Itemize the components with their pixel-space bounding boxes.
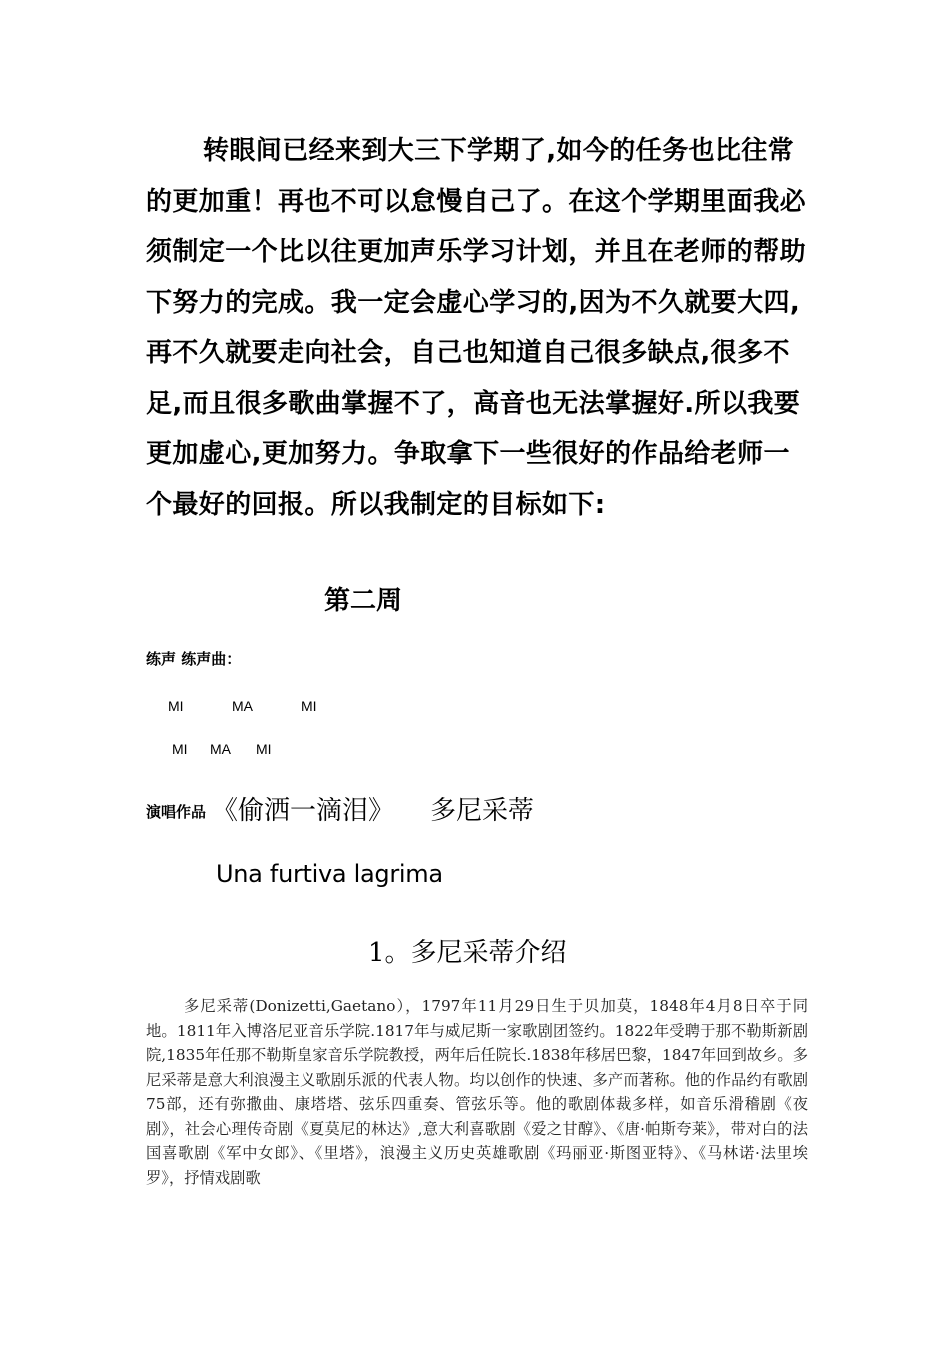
- work-label: 演唱作品: [146, 803, 207, 821]
- week-title: 第二周: [324, 586, 403, 616]
- work-original-title: Una furtiva lagrima: [216, 860, 443, 888]
- vocalize-syllable: MA: [210, 741, 231, 757]
- vocalize-syllable: MI: [168, 698, 184, 714]
- section-heading: 1。多尼采蒂介绍: [368, 938, 567, 968]
- vocalize-syllable: MA: [232, 698, 253, 714]
- intro-paragraph: 转眼间已经来到大三下学期了,如今的任务也比往常的更加重！再也不可以怠慢自己了。在这个学期里面我必须制定一个比以往更加声乐学习计划，并且在老师的帮助下努力的完成。我一定会虚心学习的,因为不久就要大四,再不久就要走向社会，自己也知道自己很多缺点,很多不足,而且很多歌曲掌握不了，高音也无法掌握好.所以我要更加虚心,更加努力。争取拿下一些很好的作品给老师一个最好的回报。所以我制定的目标如下:: [146, 136, 807, 520]
- vocalize-syllable: MI: [301, 698, 317, 714]
- work-composer: 多尼采蒂: [430, 796, 535, 826]
- work-title: 《偷洒一滴泪》: [212, 796, 395, 826]
- composer-bio: 多尼采蒂(Donizetti,Gaetano），1797年11月29日生于贝加莫，1848年4月8日卒于同地。1811年入博洛尼亚音乐学院.1817年与威尼斯一家歌剧团签约。1822年受聘于那不勒斯新剧院,1835年任那不勒斯皇家音乐学院教授，两年后任院长.1838年移居巴黎，1847年回到故乡。多尼采蒂是意大利浪漫主义歌剧乐派的代表人物。均以创作的快速、多产而著称。他的作品约有歌剧75部，还有弥撒曲、康塔塔、弦乐四重奏、管弦乐等。他的歌剧体裁多样，如音乐滑稽剧《夜剧》，社会心理传奇剧《夏莫尼的林达》,意大利喜歌剧《爱之甘醇》、《唐·帕斯夸莱》，带对白的法国喜歌剧《军中女郎》、《里塔》，浪漫主义历史英雄歌剧《玛丽亚·斯图亚特》、《马林诺·法里埃罗》，抒情戏剧歌: [146, 997, 808, 1187]
- vocalize-syllable: MI: [256, 741, 272, 757]
- practice-label: 练声 练声曲：: [146, 650, 242, 668]
- work-line: [146, 790, 534, 827]
- vocalize-syllable: MI: [172, 741, 188, 757]
